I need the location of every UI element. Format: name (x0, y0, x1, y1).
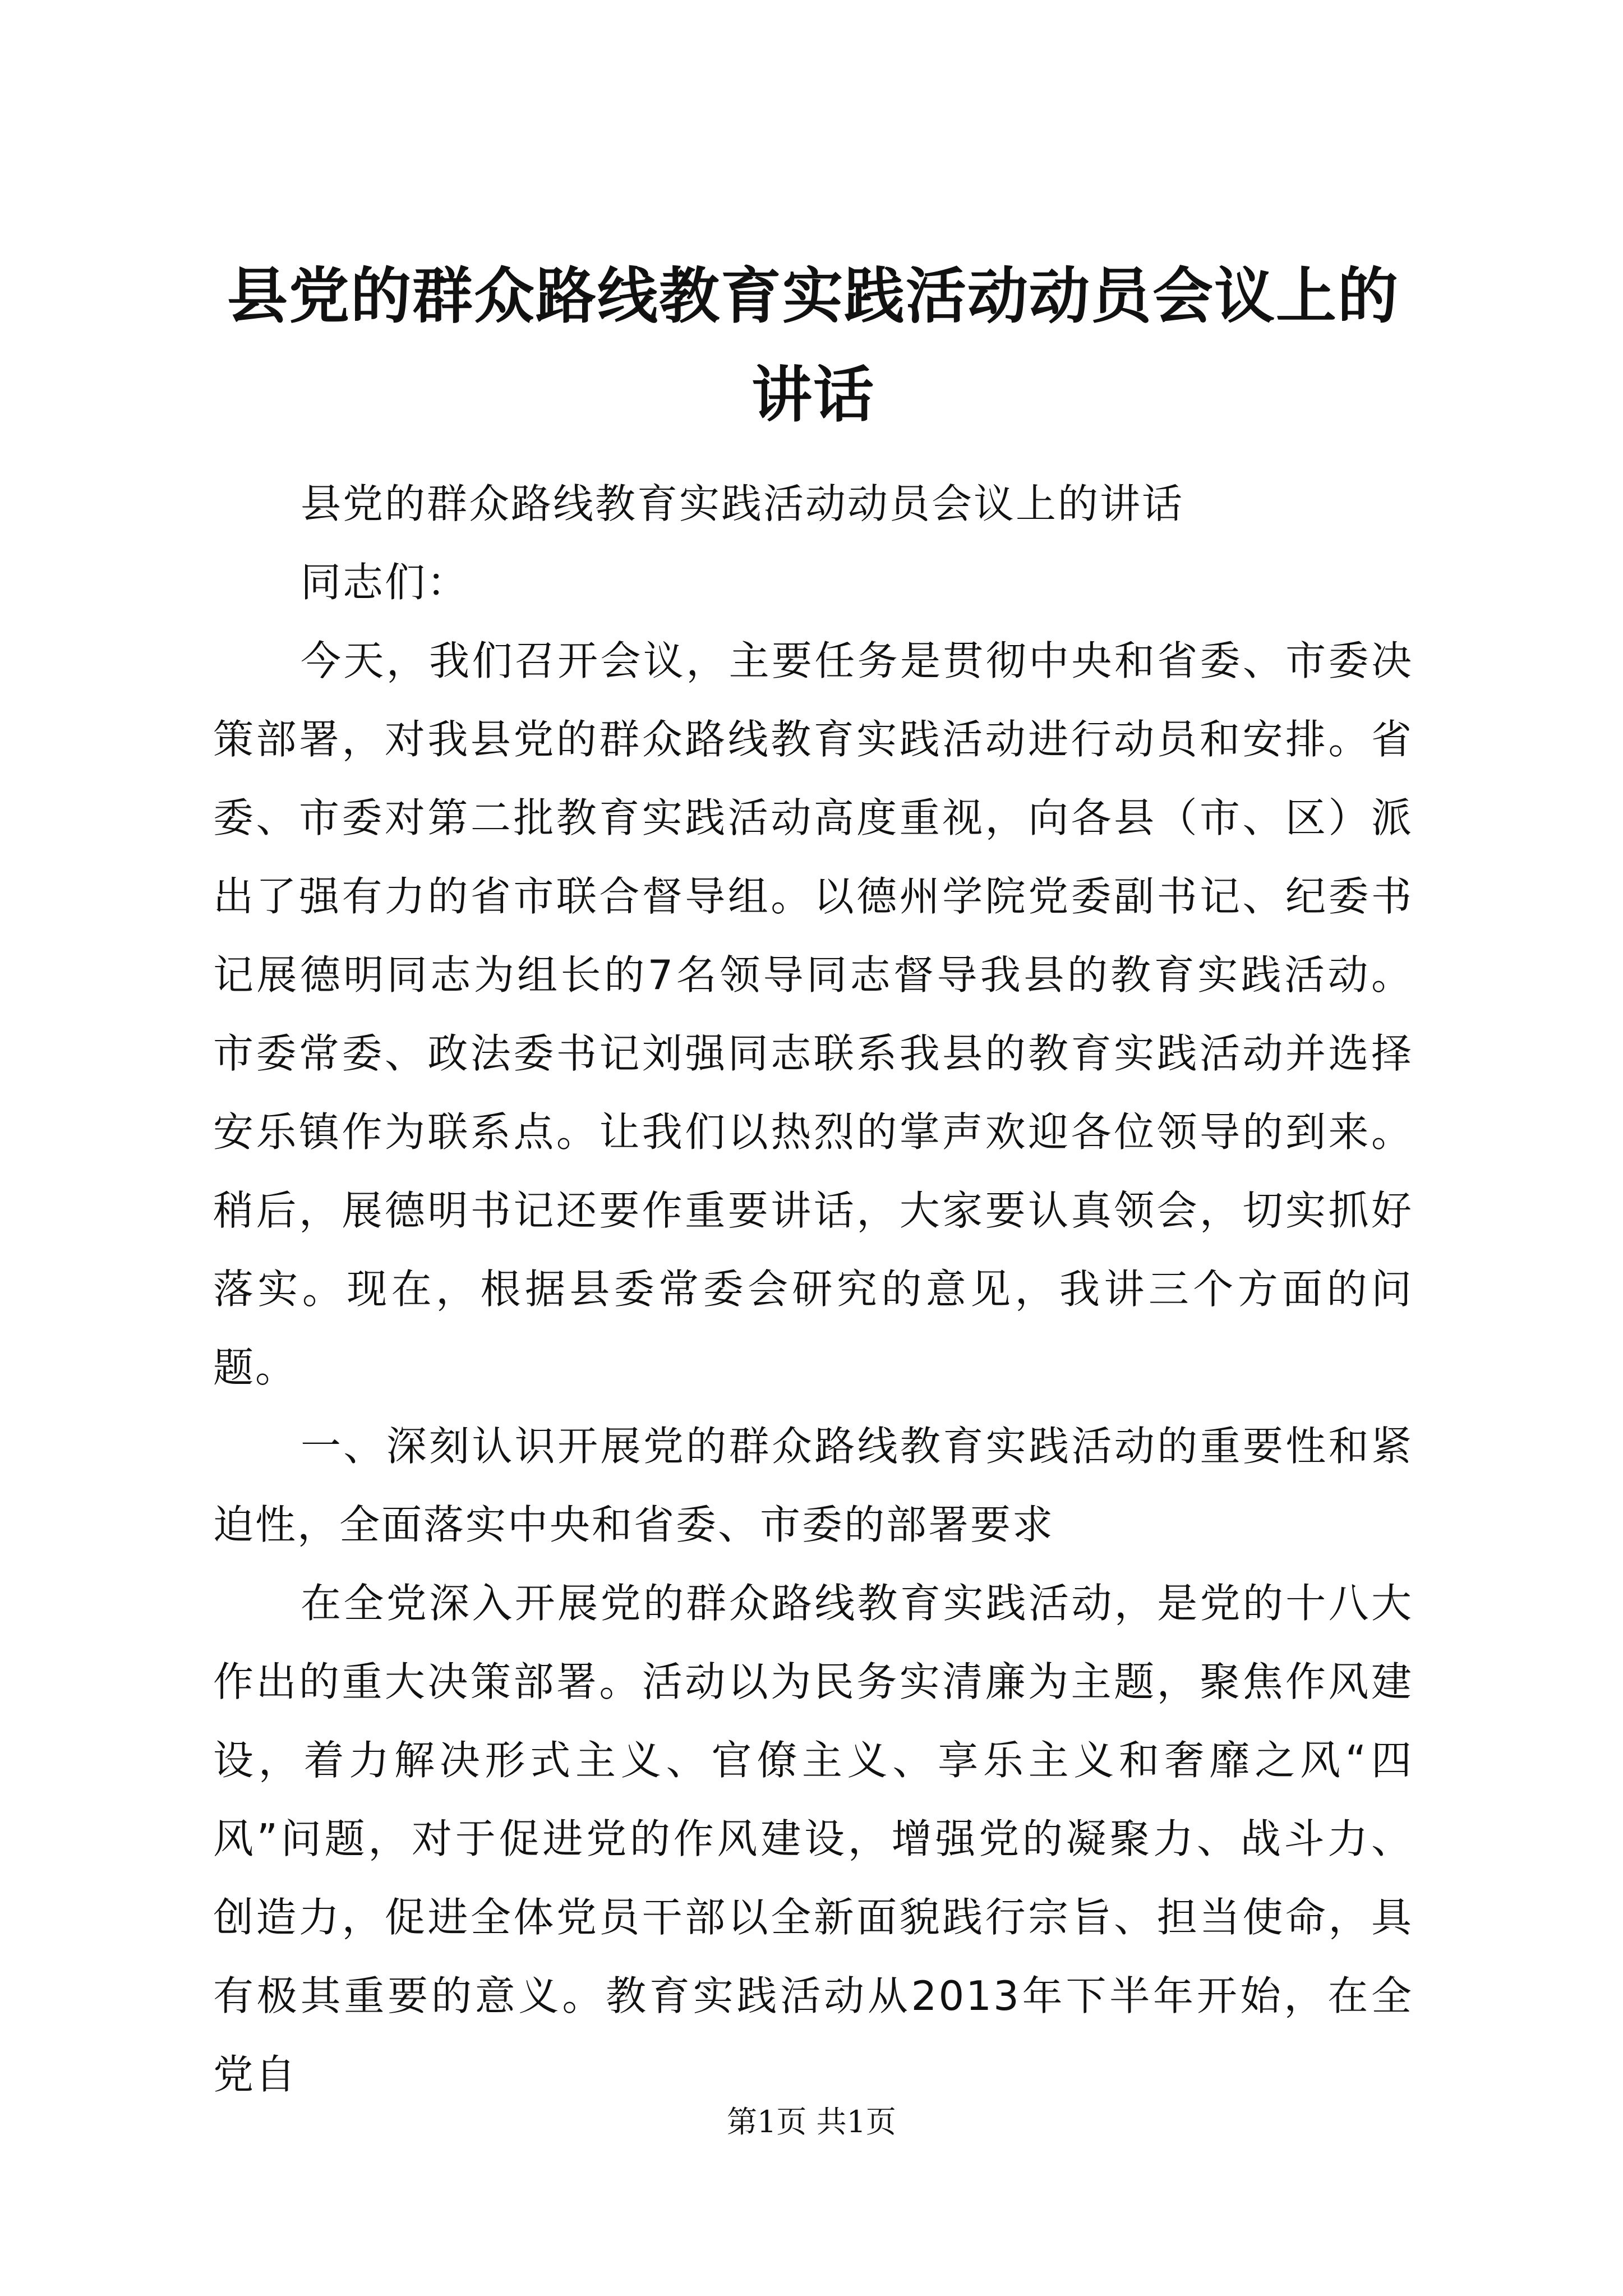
document-title: 县党的群众路线教育实践活动动员会议上的讲话 (227, 261, 1399, 430)
document-body (213, 464, 1413, 2114)
page-footer: 第1页 共1页 (727, 2104, 896, 2139)
paragraph-salutation: 同志们： (301, 559, 469, 606)
paragraph-subtitle: 县党的群众路线教育实践活动动员会议上的讲话 (301, 480, 1184, 527)
paragraph-opening: 今天，我们召开会议，主要任务是贯彻中央和省委、市委决策部署，对我县党的群众路线教育实践活动进行动员和安排。省委、市委对第二批教育实践活动高度重视，向各县（市、区）派出了强有力的省市联合督导组。以德州学院党委副书记、纪委书记展德明同志为组长的7名领导同志督导我县的教育实践活动。市委常委、政法委书记刘强同志联系我县的教育实践活动并选择安乐镇作为联系点。让我们以热烈的掌声欢迎各位领导的到来。稍后，展德明书记还要作重要讲话，大家要认真领会，切实抓好落实。现在，根据县委常委会研究的意见，我讲三个方面的问题。 (213, 637, 1413, 1391)
paragraph-body: 在全党深入开展党的群众路线教育实践活动，是党的十八大作出的重大决策部署。活动以为民务实清廉为主题，聚焦作风建设，着力解决形式主义、官僚主义、享乐主义和奢靡之风“四风”问题，对于促进党的作风建设，增强党的凝聚力、战斗力、创造力，促进全体党员干部以全新面貌践行宗旨、担当使命，具有极其重要的意义。教育实践活动从2013年下半年开始，在全党自 (213, 1580, 1413, 2098)
paragraph-section-heading: 一、深刻认识开展党的群众路线教育实践活动的重要性和紧迫性，全面落实中央和省委、市委的部署要求 (213, 1423, 1413, 1548)
